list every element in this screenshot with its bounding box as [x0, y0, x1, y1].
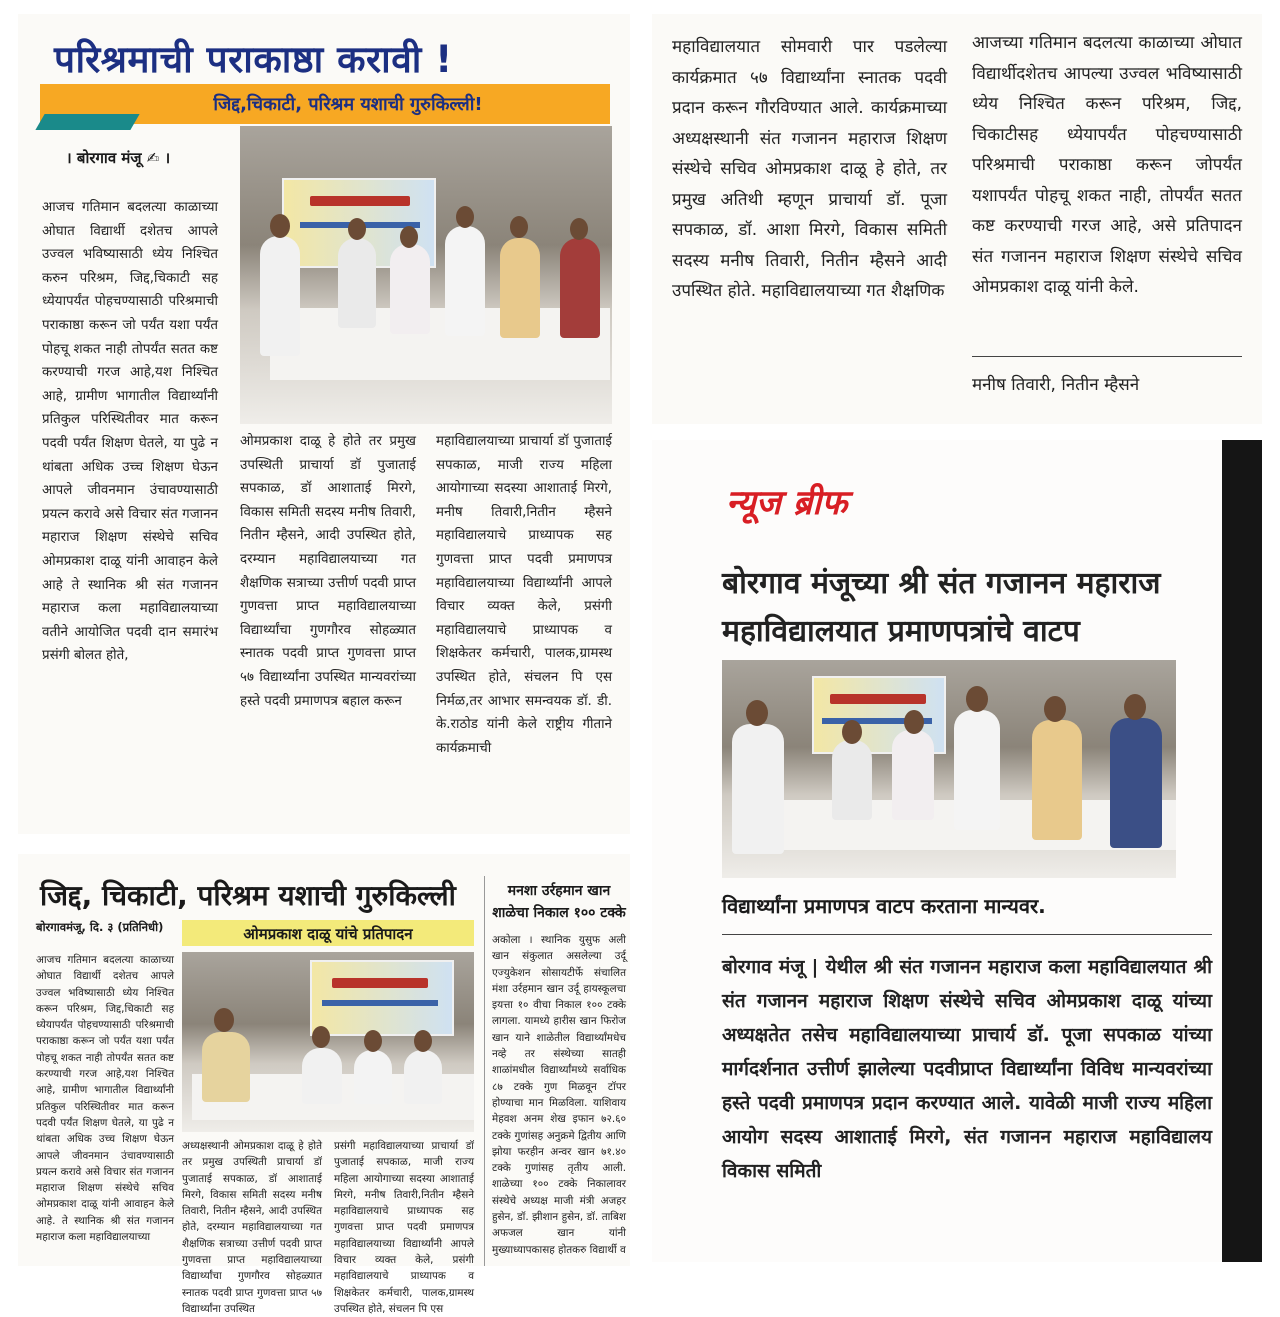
clip2-column-2: आजच्या गतिमान बदलत्या काळाच्या ओघात विद्यार्थीदशेतच आपल्या उज्वल भविष्यासाठी ध्येय निश्चित करून परिश्रम, जिद्द, चिकाटीसह ध्येयापर्यंत पोहचण्यासाठी परिश्रमाची पराकाष्ठा करून जोपर्यंत यशापर्यंत पोहचू शकत नाही, तोपर्यंत सतत कष्ट करण्याची गरज आहे, असे प्रतिपादन संत गजानन महाराज शिक्षण संस्थेचे सचिव ओमप्रकाश दाळू यांनी केले.: [972, 33, 1242, 297]
clip1-headline: परिश्रमाची पराकाष्ठा करावी !: [54, 38, 453, 81]
clip4-headline: जिद्द, चिकाटी, परिश्रम यशाची गुरुकिल्ली: [40, 879, 456, 912]
clip3-body: बोरगाव मंजू | येथील श्री संत गजानन महाराज कला महाविद्यालयात श्री संत गजानन महाराज शिक्षण संस्थेचे सचिव ओमप्रकाश दाळू यांच्या अध्यक्षतेत तसेच महाविद्यालयाच्या प्राचार्य डॉ. पूजा सपकाळ यांच्या मार्गदर्शनात उत्तीर्ण झालेल्या पदवीप्राप्त विद्यार्थ्यांना विविध मान्यवरांच्या हस्ते पदवी प्रमाणपत्र प्रदान करण्यात आले. यावेळी माजी राज्य महिला आयोग सदस्य आशाताई मिरगे, संत गजानन महाराज महाविद्यालय विकास समिती: [722, 956, 1212, 1182]
clip-main-article: [18, 14, 630, 834]
clip1-column-3: महाविद्यालयाच्या प्राचार्या डॉ पुजाताई सपकाळ, माजी राज्य महिला आयोगाच्या सदस्या आशाताई मिरगे, मनीष तिवारी,नितीन म्हैसने महाविद्यालयाचे प्राध्यापक सह गुणवत्ता प्राप्त पदवी प्रमाणपत्र महाविद्यालयाच्या विद्यार्थ्यांनी आपले विचार व्यक्त केले, प्रसंगी महाविद्यालयाचे प्राध्यापक व शिक्षकेतर कर्मचारी, पालक,ग्रामस्थ उपस्थित होते, संचलन पि एस निर्मळ,तर आभार समन्वयक डॉ. डी. के.राठोड यांनी केले राष्ट्रीय गीताने कार्यक्रमाची: [436, 434, 612, 756]
clip4-subheadline: ओमप्रकाश दाळू यांचे प्रतिपादन: [243, 925, 413, 943]
clip2-divider: [972, 356, 1242, 357]
clip4-column-1: आजच गतिमान बदलत्या काळाच्या ओघात विद्यार्थी दशेतच आपले उज्वल भविष्यासाठी ध्येय निश्चित करून परिश्रम, जिद्द,चिकाटी सह ध्येयापर्यंत पोहचण्यासाठी परिश्रमाची पराकाष्ठा करून जो पर्यंत यशा पर्यंत पोहचू शकत नाही तोपर्यंत सतत कष्ट करण्याची गरज आहे,यश निश्चित आहे, ग्रामीण भागातील विद्यार्थ्यांनी प्रतिकुल परिस्थितीवर मात करून पदवी पर्यंत शिक्षण घेतले, या पुढे न थांबता अधिक उच्च शिक्षण घेऊन आपले जीवनमान उंचावण्यासाठी प्रयत्न करावे असे विचार संत गजानन महाराज शिक्षण संस्थेचे सचिव ओमप्रकाश दाळू यांनी आवाहन केले आहे. ते स्थानिक श्री संत गजानन महाराज कला महाविद्यालयाच्या: [36, 954, 174, 1244]
clip3-brand: न्यूज ब्रीफ: [726, 483, 848, 523]
clip3-caption: विद्यार्थ्यांना प्रमाणपत्र वाटप करताना मान्यवर.: [722, 894, 1046, 918]
clip1-teal-stripe: [35, 114, 139, 130]
clip1-event-photo: [240, 126, 612, 424]
clip3-dark-side-bar: [1222, 440, 1262, 1262]
clip-news-brief: [652, 440, 1262, 1262]
clip2-column-1: महाविद्यालयात सोमवारी पार पडलेल्या कार्यक्रमात ५७ विद्यार्थ्यांना स्नातक पदवी प्रदान करून गौरविण्यात आले. कार्यक्रमाच्या अध्यक्षस्थानी संत गजानन महाराज शिक्षण संस्थेचे सचिव ओमप्रकाश दाळू हे होते, तर प्रमुख अतिथी म्हणून प्राचार्या डॉ. पूजा सपकाळ, डॉ. आशा मिरगे, विकास समिती सदस्य मनीष तिवारी, नितीन म्हैसने आदी उपस्थित होते. महाविद्यालयाच्या गत शैक्षणिक: [672, 37, 947, 301]
clip3-divider: [722, 934, 1212, 935]
clip2-column-2b: मनीष तिवारी, नितीन म्हैसने: [972, 375, 1140, 395]
clip4-side-divider: [484, 876, 485, 1266]
clip4-event-photo: [182, 952, 474, 1132]
clip-second-article: [652, 14, 1262, 424]
clip1-dateline: । बोरगाव मंजू ✍ ।: [66, 149, 171, 167]
clip1-column-2: ओमप्रकाश दाळू हे होते तर प्रमुख उपस्थिती प्राचार्या डॉ पुजाताई सपकाळ, डॉ आशाताई मिरगे, विकास समिती सदस्य मनीष तिवारी, नितीन म्हैसने, आदी उपस्थित होते, दरम्यान महाविद्यालयाच्या गत शैक्षणिक सत्राच्या उत्तीर्ण पदवी प्राप्त गुणवत्ता प्राप्त महाविद्यालयाच्या विद्यार्थ्यांचा गुणगौरव सोहळ्यात स्नातक पदवी प्राप्त गुणवत्ता प्राप्त ५७ विद्यार्थ्यांना उपस्थित मान्यवरांच्या हस्ते पदवी प्रमाणपत्र बहाल करून: [240, 434, 416, 709]
clip3-headline: बोरगाव मंजूच्या श्री संत गजानन महाराज महाविद्यालयात प्रमाणपत्रांचे वाटप: [722, 566, 1161, 649]
clip1-column-1: आजच गतिमान बदलत्या काळाच्या ओघात विद्यार्थी दशेतच आपले उज्वल भविष्यासाठी ध्येय निश्चित करुन परिश्रम, जिद्द,चिकाटी सह ध्येयापर्यंत पोहचण्यासाठी परिश्रमाची पराकाष्ठा करून जो पर्यंत यशा पर्यंत पोहचू शकत नाही तोपर्यंत सतत कष्ट करण्याची गरज आहे,यश निश्चित आहे, ग्रामीण भागातील विद्यार्थ्यांनी प्रतिकुल परिस्थितीवर मात करून पदवी पर्यंत शिक्षण घेतले, या पुढे न थांबता अधिक उच्च शिक्षण घेऊन आपले जीवनमान उंचावण्यासाठी प्रयत्न करावे असे विचार संत गजानन महाराज शिक्षण संस्थेचे सचिव ओमप्रकाश दाळू यांनी आवाहन केले आहे ते स्थानिक श्री संत गजानन महाराज कला महाविद्यालयाच्या वतीने आयोजित पदवी दान समारंभ प्रसंगी बोलत होते,: [42, 200, 218, 664]
clip4-dateline: बोरगावमंजू, दि. ३ (प्रतिनिधी): [36, 920, 164, 934]
clip1-subheadline: जिद्द,चिकाटी, परिश्रम यशाची गुरुकिल्ली!: [213, 94, 483, 115]
clip4-side-body: अकोला । स्थानिक युसुफ अली खान संकुलात असलेल्या उर्दू एज्युकेशन सोसायटीर्फे संचालित मंशा उर्रहमान खान उर्दू हायस्कूलचा इयत्ता १० वीचा निकाल १०० टक्के लागला. यामध्ये हारीस खान फिरोज खान याने शाळेतील विद्यार्थ्यांमधेच नव्हे तर संस्थेच्या सातही शाळांमधील विद्यार्थ्यांमध्ये सर्वाधिक ८७ टक्के गुण मिळवून टॉपर होण्याचा मान मिळविला. याशिवाय मेहवश अनम शेख इफान ७२.६० टक्के गुणांसह अनुक्रमे द्वितीय आणि झोया फरहीन अन्वर खान ७१.४० टक्के गुणांसह तृतीय आली. शाळेच्या १०० टक्के निकालावर संस्थेचे अध्यक्ष माजी मंत्री अजहर हुसेन, डॉ. झीशान हुसेन, डॉ. ताबिश अफजल खान यांनी मुख्याध्यापकासह होतकरु विद्यार्थी व: [492, 934, 626, 1256]
clip4-column-3: प्रसंगी महाविद्यालयाच्या प्राचार्या डॉ पुजाताई सपकाळ, माजी राज्य महिला आयोगाच्या सदस्या आशाताई मिरगे, मनीष तिवारी,नितीन म्हैसने महाविद्यालयाचे प्राध्यापक सह गुणवत्ता प्राप्त पदवी प्रमाणपत्र महाविद्यालयाच्या विद्यार्थ्यांनी आपले विचार व्यक्त केले, प्रसंगी महाविद्यालयाचे प्राध्यापक व शिक्षकेतर कर्मचारी, पालक,ग्रामस्थ उपस्थित होते, संचलन पि एस: [334, 1140, 474, 1315]
clip-third-article: [18, 854, 630, 1315]
clip4-column-2: अध्यक्षस्थानी ओमप्रकाश दाळू हे होते तर प्रमुख उपस्थिती प्राचार्या डॉ पुजाताई सपकाळ, डॉ आशाताई मिरगे, विकास समिती सदस्य मनीष तिवारी, नितीन म्हैसने, आदी उपस्थित होते, दरम्यान महाविद्यालयाच्या गत शैक्षणिक सत्राच्या उत्तीर्ण पदवी प्राप्त गुणवत्ता प्राप्त महाविद्यालयाच्या विद्यार्थ्यांचा गुणगौरव सोहळ्यात स्नातक पदवी प्राप्त गुणवत्ता प्राप्त ५७ विद्यार्थ्यांना उपस्थित: [182, 1140, 322, 1315]
clip4-side-headline: मनशा उर्रहमान खान शाळेचा निकाल १०० टक्के: [492, 883, 626, 921]
clip3-event-photo: [722, 660, 1176, 878]
